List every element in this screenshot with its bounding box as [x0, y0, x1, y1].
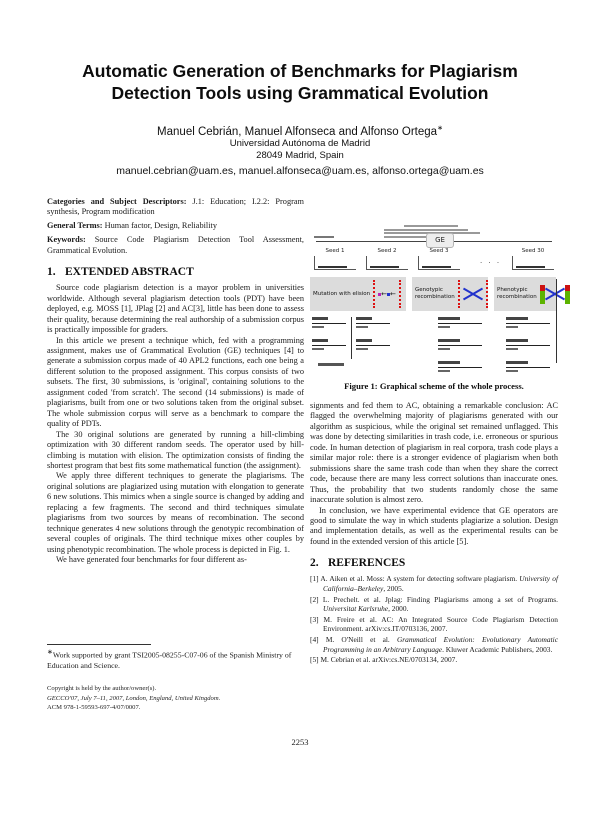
general-terms-line: General Terms: Human factor, Design, Reliability [47, 221, 217, 231]
reference-item: [2] L. Prechelt. et al. Jplag: Finding Plagiarisms among a set of Programs. Universitat Karlsruhe, 2000. [310, 594, 558, 614]
figure-1 [310, 225, 558, 375]
plagiarism-plot [506, 339, 550, 350]
original-solution-plot [356, 339, 390, 350]
original-solution-plot [356, 317, 390, 328]
originals-caption-smudge [318, 363, 344, 366]
seed-plot-3: Seed 3 [418, 249, 460, 270]
seed-plot-1: Seed 1 [314, 249, 356, 270]
paragraph: We have generated four benchmarks for four different as- [56, 555, 247, 565]
paragraph: In this article we present a technique which, fed with a programming assignment, makes use of Grammatical Evolution (GE) techniques [4] to generate a submission corpus made of 40 APL2 functions, each one being a different solution to the proposed assignment. This corpus consists of two subsets. The first, 30 submissions, is 'original', containing solutions to the assignment coded 'from scratch'. The second (14 submissions) is made of plagiarisms, built from one or two solutions taken from the original subset. The whole submission corpus will serve as a benchmark to compare the quality of PDTs. [47, 335, 304, 429]
plagiarism-plot [506, 317, 550, 328]
categories-line: Categories and Subject Descriptors: J.1: Education; I.2.2: Program synthesis, Program modification [47, 197, 304, 217]
keywords-line: Keywords: Source Code Plagiarism Detection Tool Assessment, Grammatical Evolution. [47, 235, 304, 255]
affiliation: Universidad Autónoma de Madrid [229, 137, 371, 149]
reference-item: [3] M. Freire et al. AC: An Integrated Source Code Plagiarism Detection Environment. arXiv:cs.IT/0703136, 2007. [310, 614, 558, 634]
address: 28049 Madrid, Spain [256, 149, 344, 161]
section-1-heading: 1. EXTENDED ABSTRACT [47, 266, 194, 279]
reference-item: [5] M. Cebrian et al. arXiv:cs.NE/0703134, 2007. [310, 655, 458, 665]
chromosome-bar-icon [565, 291, 570, 304]
original-solution-plot [312, 339, 346, 350]
reference-item: [1] A. Aiken et al. Moss: A system for detecting software plagiarism. University of California–Berkeley, 2005. [310, 574, 558, 593]
front-matter [47, 197, 304, 256]
red-dotted-line-icon [399, 280, 401, 308]
author-names: Manuel Cebrián, Manuel Alfonseca and Alfonso Ortega∗ [157, 125, 443, 138]
phenotypic-recombination-box: Phenotypic recombination [494, 277, 556, 311]
crossover-icon [463, 283, 483, 305]
figure-1-caption: Figure 1: Graphical scheme of the whole process. [344, 381, 524, 391]
reference-item: [4] M. O'Neill et al. Grammatical Evolution: Evolutionary Automatic Programming in an Arbitrary Language. Kluwer Academic Publishers, 2003. [310, 635, 558, 654]
paragraph: Source code plagiarism detection is a mayor problem in universities worldwide. Although several plagiarism detection tools (PDT) have been deployed, e.g. MOSS [1], JPlag [2] and AC[3], little has been done to assess their quality, because determining the real authorship of a submission corpus is practically impossible for graders. [47, 283, 304, 335]
plagiarism-plot [506, 361, 550, 372]
chromosome-bar-icon [540, 291, 545, 304]
footnote: ∗Work supported by grant TSI2005-08255-C07-06 of the Spanish Ministry of Education and Science. [47, 644, 304, 671]
page-title [30, 60, 570, 105]
copyright-block: Copyright is held by the author/owner(s). GECCO'07, July 7–11, 2007, London, England, United Kingdom. ACM 978-1-59593-697-4/07/0007. [47, 685, 221, 712]
ge-box: GE [426, 233, 454, 248]
footnote-marker: ∗ [437, 125, 443, 132]
plagiarism-plot [438, 339, 482, 350]
figure-top-label-smudge [314, 236, 334, 238]
footnote-rule [47, 644, 151, 645]
section-2-heading: 2. REFERENCES [310, 557, 406, 570]
right-column-text [310, 401, 558, 547]
paragraph: In conclusion, we have experimental evidence that GE operators are good to simulate the way in which students plagiarize a solution. Design and implementation details, as well as the experimental results can be found in the extended version of this article [5]. [310, 505, 558, 546]
left-column [47, 197, 304, 566]
paragraph: The 30 original solutions are generated by running a hill-climbing optimization with 30 different random seeds. The operator used by hill-climbing is mutation with elision. The optimization consists of finding the shortest program that best fits some mathematical function (the assignment). [47, 429, 304, 470]
author-emails: manuel.cebrian@uam.es, manuel.alfonseca@uam.es, alfonso.ortega@uam.es [116, 164, 484, 177]
crossover-icon [548, 283, 562, 305]
genotypic-recombination-box: Genotypic recombination [412, 277, 488, 311]
figure-connector-line [556, 279, 557, 363]
red-dotted-line-icon [373, 280, 375, 308]
plagiarism-plot [438, 317, 482, 328]
original-solution-plot [312, 317, 346, 328]
title-line-1: Automatic Generation of Benchmarks for Plagiarism [82, 61, 518, 81]
paragraph: We apply three different techniques to generate the plagiarisms. The original solutions are plagiarized using mutation with elongation to generate 6 new solutions. This mimics when a single source is changed by adding and replacing a few fragments. The second and third techniques simulate plagiarisms from two sources by means of recombination. The second technique generates 4 new solutions through the genotypic recombination of several couples of originals. The third technique mixes other couples by using phenotypic recombination. The whole process is depicted in Fig. 1. [47, 471, 304, 554]
red-dotted-line-icon [486, 280, 488, 308]
reference-list [310, 574, 558, 665]
page-number: 2253 [291, 737, 309, 747]
title-line-2: Detection Tools using Grammatical Evolution [111, 83, 489, 104]
author-block [30, 124, 570, 177]
seed-ellipsis: · · · [480, 259, 502, 267]
mutation-operator-box: Mutation with elision ← ← [310, 277, 406, 311]
right-column [310, 197, 558, 666]
seed-plot-2: Seed 2 [366, 249, 408, 270]
figure-connector-line [351, 317, 352, 359]
paragraph: signments and fed them to AC, obtaining a remarkable conclusion: AC flagged the overwhelming majority of plagiarisms generated with our algorithm as suspicious, while the original set remained unflagged. This was done by detecting similarities in trash code, i.e. erroneous or spurious code. In human detection of plagiarism in real corpora, trash code plays a similar major role: there is a stronger evidence of plagiarism when both submissions share the same trash code than when they share the correct code, because there are many less correct solutions than inaccurate ones. Thus, the probability that two students randomly chose the same inaccurate solution is almost zero. [310, 401, 558, 505]
red-dotted-line-icon [458, 280, 460, 308]
plagiarism-plot [438, 361, 482, 372]
mutation-arrows-icon: ← ← [378, 290, 396, 298]
seed-plot-30: Seed 30 [512, 249, 554, 270]
